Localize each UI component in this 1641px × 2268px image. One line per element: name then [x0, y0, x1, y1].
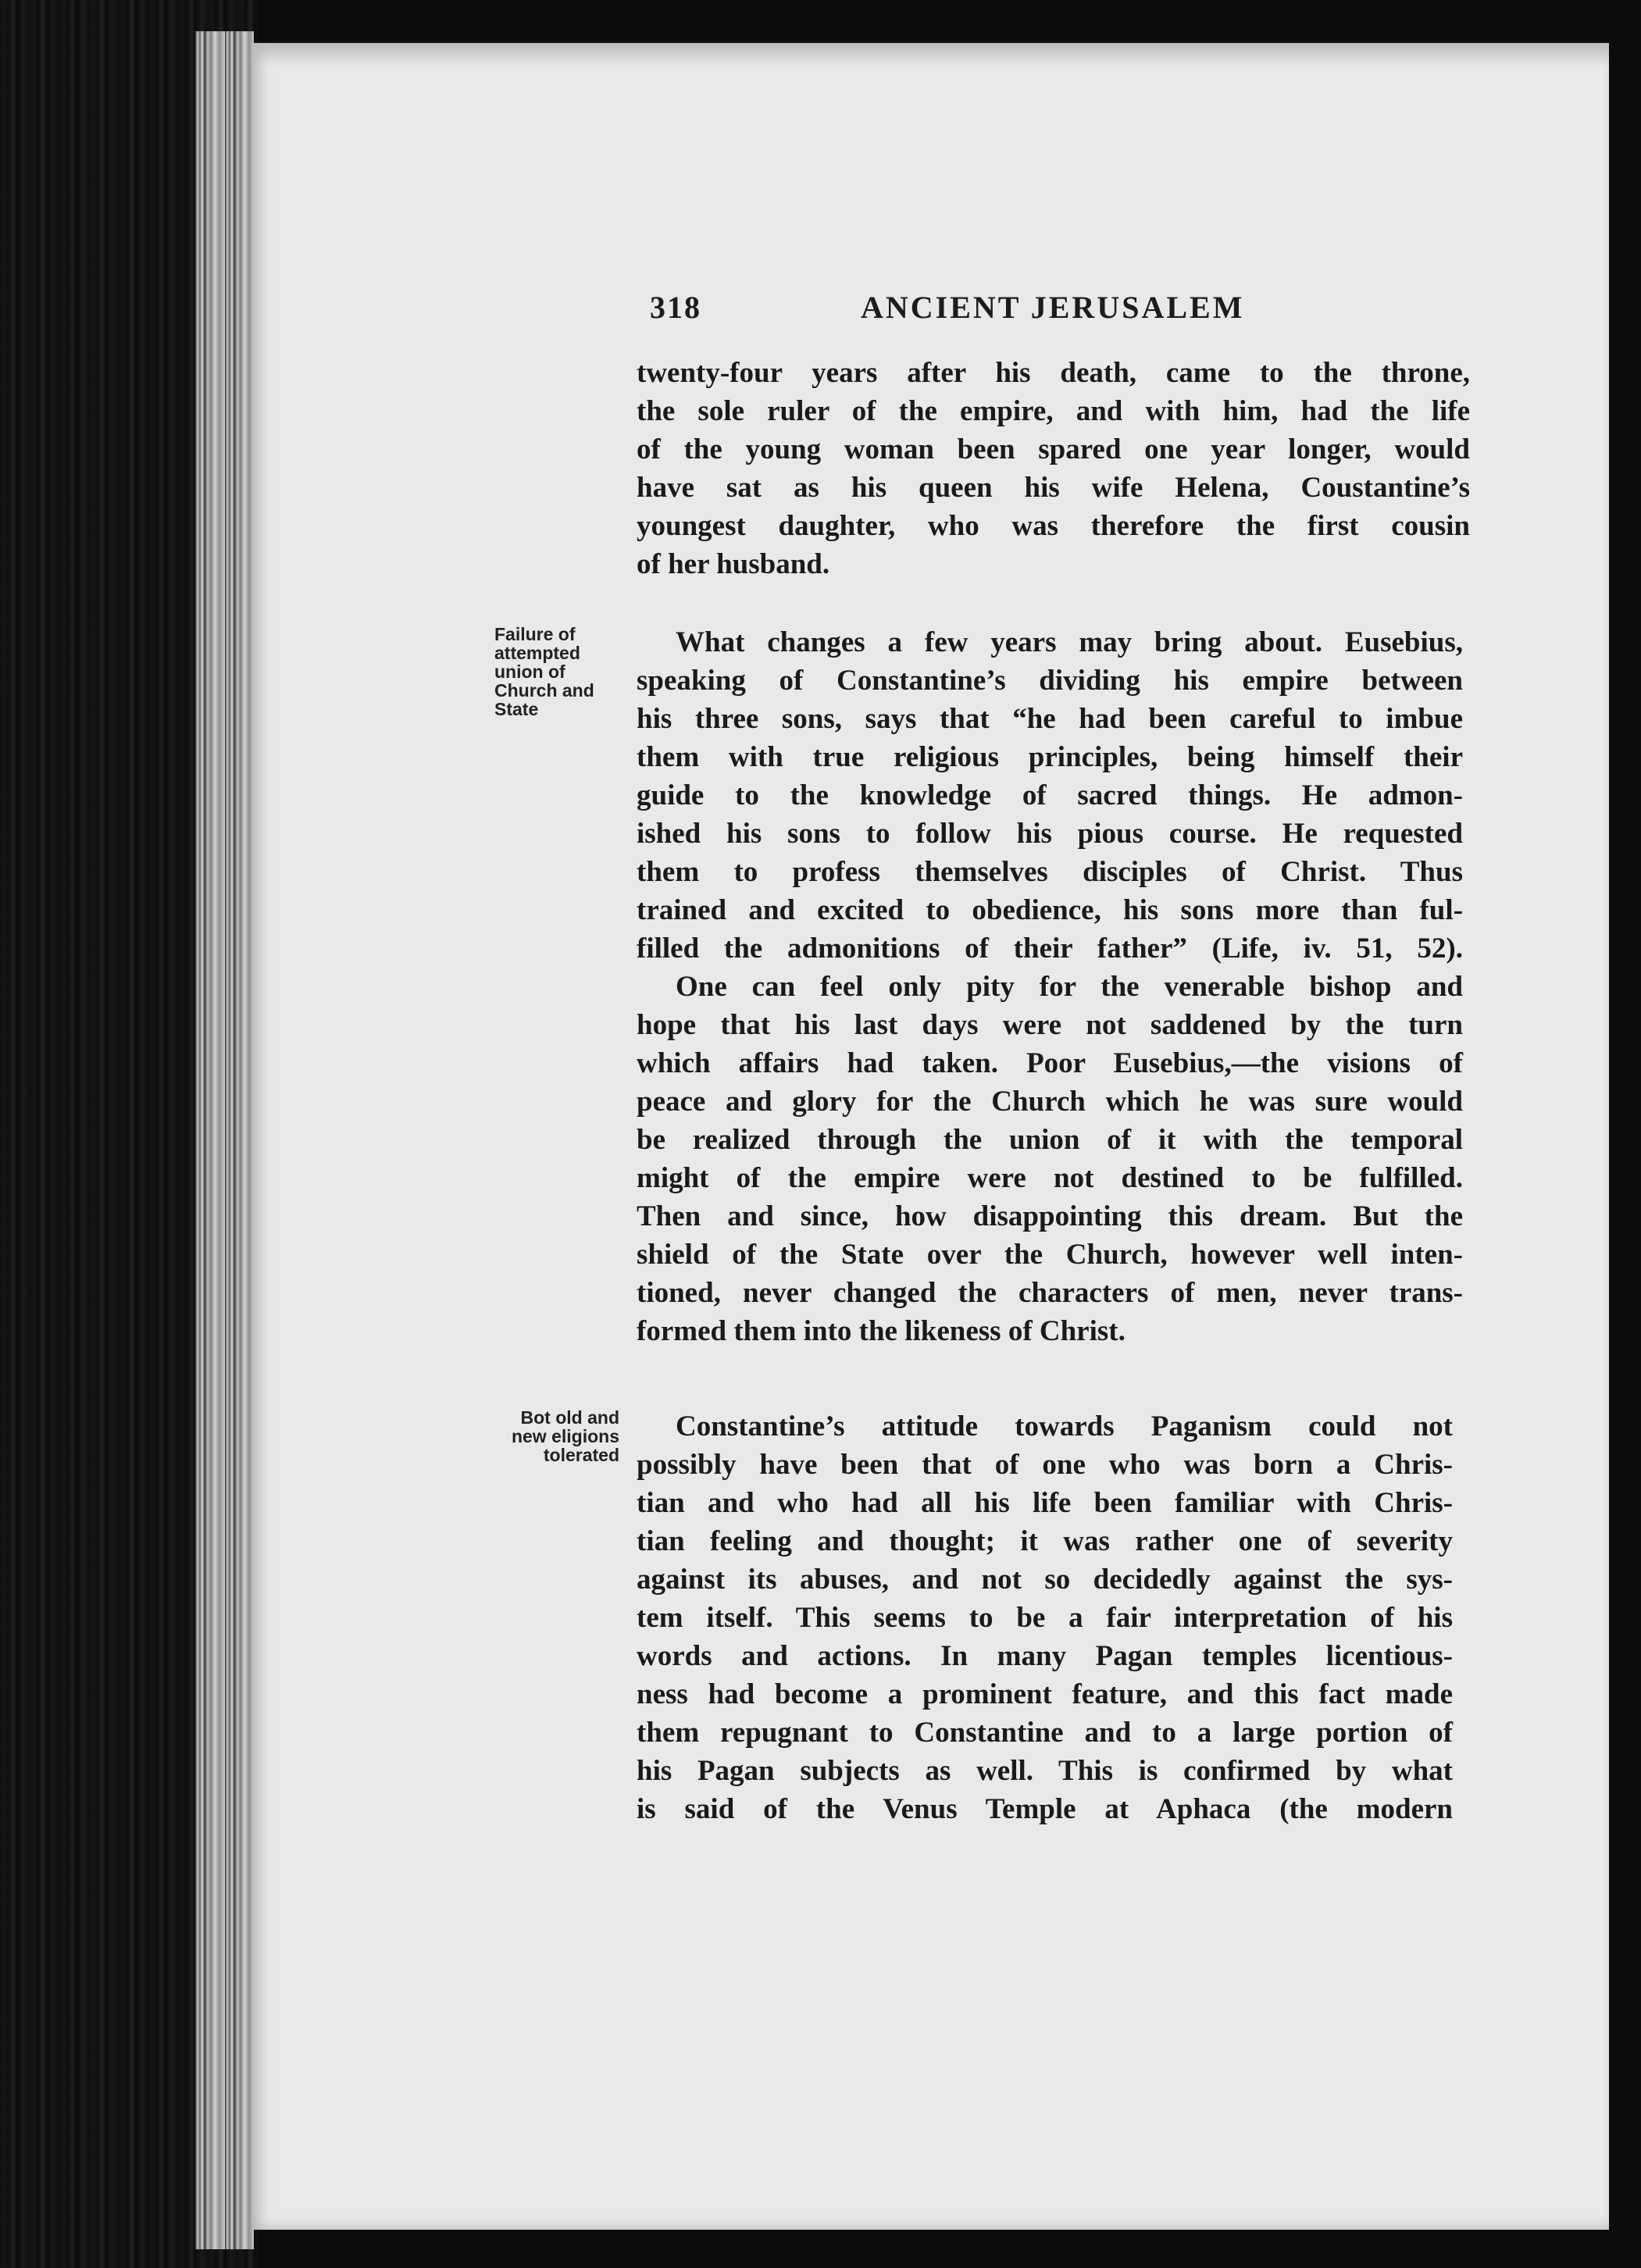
text-line: twenty-four years after his death, came to the throne,	[637, 357, 1470, 389]
text-line: ished his sons to follow his pious course. He requested	[637, 818, 1463, 850]
margin-note-line: Bot old and	[520, 1407, 619, 1428]
text-line: Then and since, how disappointing this dream. But the	[637, 1200, 1463, 1232]
text-line: One can feel only pity for the venerable bishop and	[676, 971, 1463, 1003]
paragraph-eusebius	[637, 623, 1463, 1350]
paragraph-paganism	[637, 1407, 1453, 1828]
text-line: them with true religious principles, being himself their	[637, 741, 1463, 773]
running-title: ANCIENT JERUSALEM	[861, 290, 1245, 325]
text-line: possibly have been that of one who was born a Chris-	[637, 1449, 1453, 1481]
page-number: 318	[650, 290, 701, 325]
margin-note-line: attempted	[494, 643, 580, 663]
text-line: against its abuses, and not so decidedly against the sys-	[637, 1564, 1453, 1596]
page-header	[650, 289, 1275, 336]
margin-note-line: union of	[494, 662, 565, 682]
text-line: formed them into the likeness of Christ.	[637, 1315, 1126, 1347]
margin-note-line: new eligions	[511, 1426, 619, 1446]
text-line: which affairs had taken. Poor Eusebius,—the visions of	[637, 1047, 1463, 1079]
text-line: speaking of Constantine’s dividing his empire between	[637, 665, 1463, 697]
text-line: shield of the State over the Church, however well inten-	[637, 1239, 1463, 1271]
text-line: What changes a few years may bring about. Eusebius,	[676, 626, 1463, 658]
text-line: them to profess themselves disciples of Christ. Thus	[637, 856, 1463, 888]
margin-note-line: State	[494, 699, 539, 719]
text-line: guide to the knowledge of sacred things. He admon-	[637, 779, 1463, 811]
text-line: be realized through the union of it with the temporal	[637, 1124, 1463, 1156]
text-line: words and actions. In many Pagan temples licentious-	[637, 1640, 1453, 1672]
text-line: filled the admonitions of their father” (Life, iv. 51, 52).	[637, 933, 1463, 965]
text-line: tian feeling and thought; it was rather one of severity	[637, 1525, 1453, 1557]
text-line: peace and glory for the Church which he was sure would	[637, 1086, 1463, 1118]
text-line: of her husband.	[637, 548, 830, 580]
text-line: youngest daughter, who was therefore the first cousin	[637, 510, 1470, 542]
margin-note-line: tolerated	[543, 1445, 619, 1465]
page-top-shadow	[252, 43, 1609, 66]
margin-note-line: Failure of	[494, 624, 576, 644]
margin-note-line: Church and	[494, 680, 594, 701]
margin-note-church-state	[494, 625, 594, 719]
text-line: his three sons, says that “he had been careful to imbue	[637, 703, 1463, 735]
page-edge-strip	[195, 31, 254, 2249]
text-line: hope that his last days were not saddened by the turn	[637, 1009, 1463, 1041]
text-line: Constantine’s attitude towards Paganism could not	[676, 1410, 1453, 1442]
text-line: tioned, never changed the characters of men, never trans-	[637, 1277, 1463, 1309]
text-line: his Pagan subjects as well. This is confirmed by what	[637, 1755, 1453, 1787]
text-line: of the young woman been spared one year longer, would	[637, 433, 1470, 465]
paragraph-continuation	[637, 354, 1470, 583]
text-line: is said of the Venus Temple at Aphaca (the modern	[637, 1793, 1453, 1825]
text-line: tem itself. This seems to be a fair interpretation of his	[637, 1602, 1453, 1634]
text-line: tian and who had all his life been familiar with Chris-	[637, 1487, 1453, 1519]
margin-note-religions-tolerated	[459, 1408, 619, 1464]
text-line: ness had become a prominent feature, and this fact made	[637, 1678, 1453, 1710]
text-line: trained and excited to obedience, his sons more than ful-	[637, 894, 1463, 926]
text-line: the sole ruler of the empire, and with him, had the life	[637, 395, 1470, 427]
text-line: them repugnant to Constantine and to a large portion of	[637, 1717, 1453, 1749]
text-line: have sat as his queen his wife Helena, Coustantine’s	[637, 472, 1470, 504]
text-line: might of the empire were not destined to be fulfilled.	[637, 1162, 1463, 1194]
